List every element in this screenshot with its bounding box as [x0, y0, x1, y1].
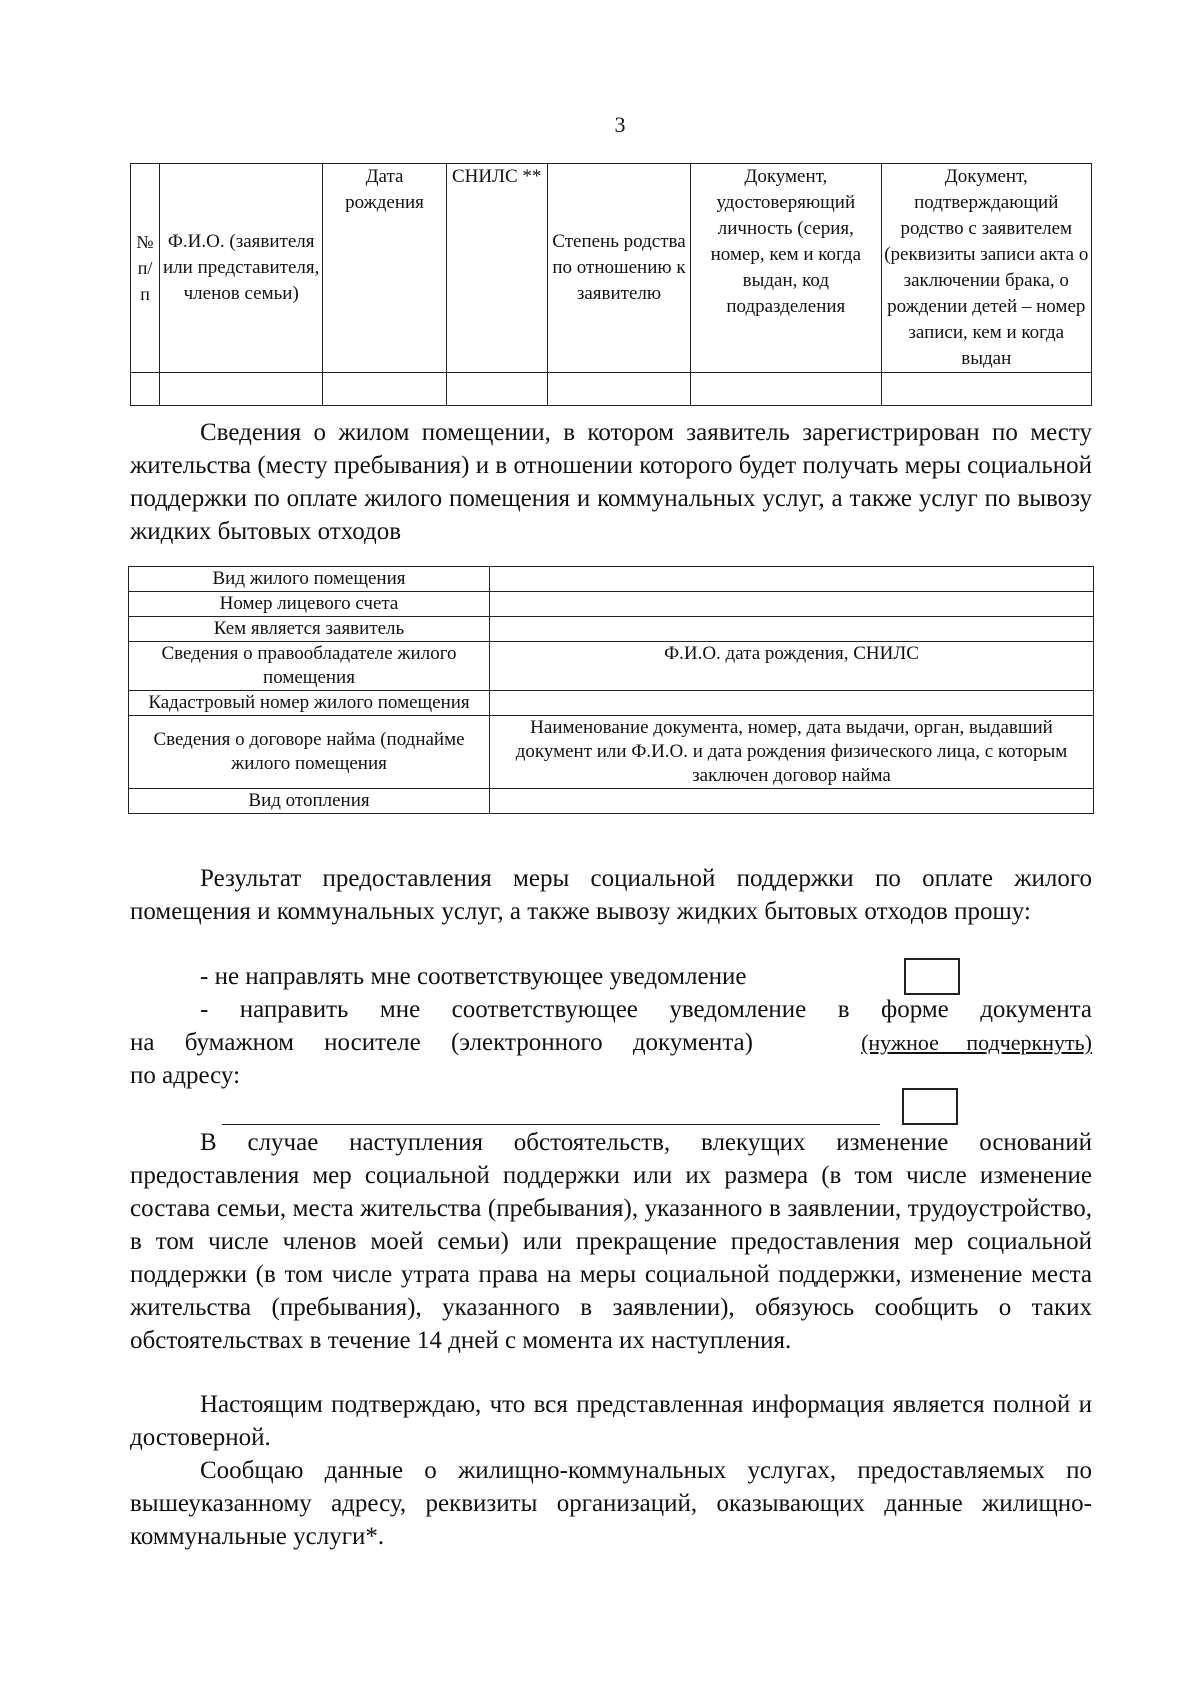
cell-birth-date[interactable]: [323, 373, 446, 406]
header-num: № п/п: [131, 164, 160, 373]
housing-row: [129, 642, 1094, 691]
cell-snils[interactable]: [446, 373, 547, 406]
housing-value[interactable]: Наименование документа, номер, дата выдачи, орган, выдавший документ или Ф.И.О. и дата рождения физического лица, с которым заключен договор найма: [490, 716, 1094, 789]
page-number: 3: [614, 112, 626, 137]
family-table-header-row: [131, 164, 1092, 373]
housing-row: [129, 716, 1094, 789]
housing-label: Сведения о правообладателе жилого помещения: [129, 642, 490, 691]
housing-row: [129, 691, 1094, 716]
header-birth-date: Дата рождения: [323, 164, 446, 373]
housing-value[interactable]: [490, 789, 1094, 814]
housing-row: [129, 592, 1094, 617]
housing-label: Вид отопления: [129, 789, 490, 814]
result-intro: Результат предоставления меры социальной поддержки по оплате жилого помещения и коммунальных услуг, а также вывозу жидких бытовых отходов прошу:: [130, 865, 1092, 925]
cell-relation-degree[interactable]: [547, 373, 690, 406]
housing-row: [129, 617, 1094, 642]
housing-value[interactable]: [490, 592, 1094, 617]
housing-label: Кадастровый номер жилого помещения: [129, 691, 490, 716]
housing-label: Вид жилого помещения: [129, 567, 490, 592]
cell-relation-document[interactable]: [881, 373, 1091, 406]
header-relation-degree: Степень родства по отношению к заявителю: [547, 164, 690, 373]
underline-note: (нужное подчеркнуть): [861, 1030, 1092, 1055]
header-fio: Ф.И.О. (заявителя или представителя, членов семьи): [160, 164, 323, 373]
cell-fio[interactable]: [160, 373, 323, 406]
option-send-notification: - направить мне соответствующее уведомление в форме документа: [200, 996, 1092, 1023]
housing-value[interactable]: [490, 691, 1094, 716]
housing-intro: Сведения о жилом помещении, в котором заявитель зарегистрирован по месту жительства (месту пребывания) и в отношении которого будет получать меры социальной поддержки по оплате жилого помещения и коммунальных услуг, а также услуг по вывозу жидких бытовых отходов: [130, 419, 1092, 545]
header-snils: СНИЛС **: [446, 164, 547, 373]
option-no-notification: - не направлять мне соответствующее уведомление: [200, 963, 747, 990]
option-send-notification-medium: на бумажном носителе (электронного документа): [130, 1029, 753, 1056]
cell-num[interactable]: [131, 373, 160, 406]
family-table-empty-row: [131, 373, 1092, 406]
housing-label: Номер лицевого счета: [129, 592, 490, 617]
housing-value[interactable]: [490, 617, 1094, 642]
header-id-document: Документ, удостоверяющий личность (серия, номер, кем и когда выдан, код подразделения: [691, 164, 881, 373]
obligation-text: В случае наступления обстоятельств, влекущих изменение оснований предоставления мер социальной поддержки или их размера (в том числе изменение состава семьи, места жительства (пребывания), указанного в заявлении, трудоустройство, в том числе членов моей семьи) или прекращение предоставления мер социальной поддержки (в том числе утрата права на меры социальной поддержки, изменение места жительства (пребывания), указанного в заявлении), обязуюсь сообщить о таких обстоятельствах в течение 14 дней с момента их наступления.: [130, 1129, 1092, 1354]
checkbox-no-notification[interactable]: [904, 958, 960, 995]
housing-label: Кем является заявитель: [129, 617, 490, 642]
cell-id-document[interactable]: [691, 373, 881, 406]
address-field[interactable]: [222, 1122, 880, 1125]
housing-row: [129, 567, 1094, 592]
housing-label: Сведения о договоре найма (поднайме жилого помещения: [129, 716, 490, 789]
checkbox-send-notification[interactable]: [902, 1088, 958, 1125]
option-address-label: по адресу:: [130, 1062, 241, 1089]
housing-value[interactable]: [490, 567, 1094, 592]
header-relation-document: Документ, подтверждающий родство с заявителем (реквизиты записи акта о заключении брака, о рождении детей – номер записи, кем и когда выдан: [881, 164, 1091, 373]
housing-row: [129, 789, 1094, 814]
family-members-table: [130, 163, 1092, 406]
option-send-notification-line2: [130, 1026, 1092, 1059]
services-text: Сообщаю данные о жилищно-коммунальных услугах, предоставляемых по вышеуказанному адресу, реквизиты организаций, оказывающих данные жилищно-коммунальные услуги*.: [130, 1457, 1092, 1550]
housing-value[interactable]: Ф.И.О. дата рождения, СНИЛС: [490, 642, 1094, 691]
confirmation-text: Настоящим подтверждаю, что вся представленная информация является полной и достоверной.: [130, 1391, 1092, 1451]
housing-table: [128, 566, 1094, 814]
